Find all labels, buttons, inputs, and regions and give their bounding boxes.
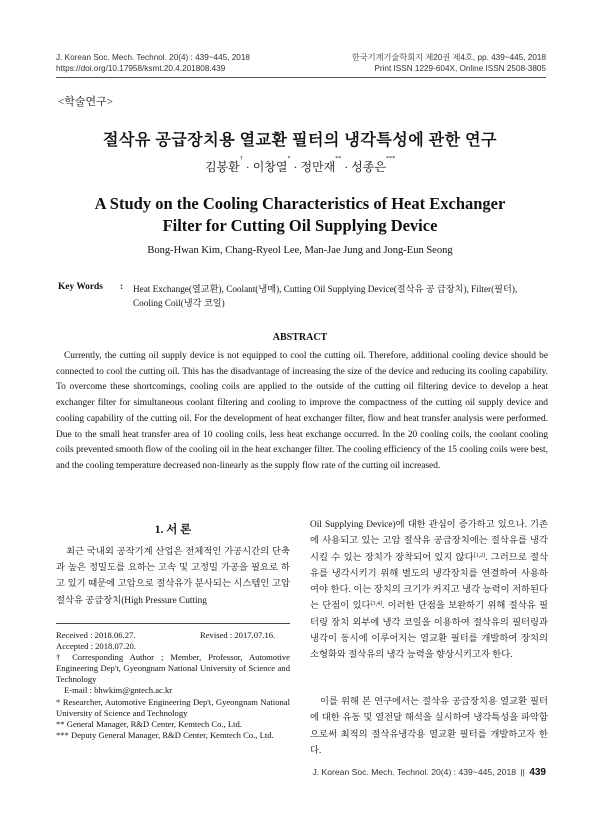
abstract-text: Currently, the cutting oil supply device is not equipped to cool the cutting oil. Therefore, additional cooling device should be connected to cool the cutting oil. This has the disadvantage of increasing the size of the device and reducing its cooling capability. To overcome these shortcomings, cooling coils are applied to the outside of the cutting oil filtering device to develop a heat exchanger filter for simultaneous coolant filtering and cooling to improve the compactness of the cutting oil supply device and cooling capability of the cutting oil. For the development of heat exchanger filter, flow and heat transfer analysis were performed. Due to the small heat transfer area of 10 cooling coils, less heat exchange occurred. In the 20 cooling coils, the coolant cooling coils prevented smooth flow of the cooling oil in the heat exchanger filter. The cooling efficiency of the 15 cooling coils were best, and the cooling temperature decreased non-linearly as the supply flow rate of the cutting oil increased. <box>56 351 548 471</box>
keywords-colon: : <box>120 282 124 292</box>
header-rule <box>56 77 546 78</box>
footnote-affiliation: *** Deputy General Manager, R&D Center, Kemtech Co., Ltd. <box>56 730 274 740</box>
author-separator: · <box>290 160 301 174</box>
keywords-list <box>133 282 553 310</box>
keywords-line: Heat Exchange(열교환), Coolant(냉매), Cutting Oil Supplying Device(절삭유 공 급장치), Filter(필터), <box>133 284 518 294</box>
citation-ref[interactable]: [3,4] <box>370 601 383 608</box>
authors-korean <box>0 158 600 175</box>
paragraph-text: Oil Supplying Device)에 대한 관심이 증가하고 있으나. 기존에 사용되고 있는 고압 절삭유 공급장치에는 절삭유를 냉각시킬 수 있는 장치가 장착되어 있지 않다 <box>310 520 548 563</box>
footer-separator: || <box>520 767 525 777</box>
title-english-line1: A Study on the Cooling Characteristics of Heat Exchanger <box>94 194 506 213</box>
paragraph-text: . 그러므로 절삭유를 냉각시키기 위해 별도의 냉각장치를 연결하여 사용하여야 한다. 이는 장치의 크기가 커지고 냉각 능력이 저하된다는 단점이 있다 <box>310 552 548 612</box>
page-footer <box>312 767 546 778</box>
citation-ref[interactable]: [1,2] <box>473 552 486 559</box>
author-2: 이창열 <box>252 160 288 174</box>
section-paragraph: 최근 국내외 공작기계 산업은 전체적인 가공시간의 단축과 높은 정밀도를 요하는 고속 및 고정밀 가공을 필요로 하고 있기 때문에 고압으로 절삭유가 분사되는 시스템인 고압 절삭유 공급장치(High Pressure Cutting <box>56 547 290 606</box>
paragraph-text: . 이러한 단점을 보완하기 위해 절삭유 필터링 장치 외부에 냉각 코일을 이용하여 절삭유의 필터링과 냉각이 동시에 이루어지는 열교환 필터를 개발하여 장치의 소형화와 절삭유의 냉각 능력을 향상시키고자 한다. <box>310 601 548 661</box>
journal-citation-ko: 한국기계기술학회지 제20권 제4호, pp. 439~445, 2018 <box>351 53 546 62</box>
abstract-heading: ABSTRACT <box>272 332 328 343</box>
author-mark: *** <box>386 156 396 162</box>
journal-citation: J. Korean Soc. Mech. Technol. 20(4) : 439~445, 2018 <box>56 53 250 62</box>
page-number: 439 <box>529 767 546 778</box>
issn-info: Print ISSN 1229-604X, Online ISSN 2508-3805 <box>374 64 546 73</box>
keywords-line: Cooling Coil(냉각 코일) <box>133 298 225 308</box>
author-3: 정만재 <box>300 160 336 174</box>
author-mark: ** <box>335 156 342 162</box>
revised-date: Revised : 2017.07.16. <box>200 630 276 640</box>
authors-english: Bong-Hwan Kim, Chang-Ryeol Lee, Man-Jae Jung and Jong-Eun Seong <box>147 245 453 256</box>
author-separator: · <box>242 160 253 174</box>
title-english-line2: Filter for Cutting Oil Supplying Device <box>162 216 438 235</box>
corresponding-author: † Corresponding Author ; Member, Professor, Automotive Engineering Dep't, Gyeongnam National University of Science and Technology <box>56 652 290 684</box>
author-1: 김봉환 <box>204 160 240 174</box>
footnote-affiliation: ** General Manager, R&D Center, Kemtech Co., Ltd. <box>56 719 242 729</box>
section-paragraph <box>310 517 548 664</box>
article-type: <학술연구> <box>58 96 113 108</box>
accepted-date: Accepted : 2018.07.20. <box>56 641 136 651</box>
section-paragraph: 이를 위해 본 연구에서는 절삭유 공급장치용 열교환 필터에 대한 유동 및 열전달 해석을 실시하여 냉각특성을 파악함으로써 최적의 절삭유냉각용 열교환 필터를 개발하고자 한다. <box>310 697 548 756</box>
author-separator: · <box>341 160 352 174</box>
doi-link[interactable]: https://doi.org/10.17958/ksmt.20.4.201808.439 <box>56 64 226 73</box>
author-email[interactable]: E-mail : bhwkim@gntech.ac.kr <box>64 685 173 695</box>
title-korean: 절삭유 공급장치용 열교환 필터의 냉각특성에 관한 연구 <box>103 132 497 149</box>
section-heading: 1. 서 론 <box>154 524 192 536</box>
keywords-label: Key Words <box>58 282 103 292</box>
author-mark: † <box>239 156 243 162</box>
author-mark: * <box>287 156 291 162</box>
footnote-rule <box>56 623 290 624</box>
received-date: Received : 2018.06.27. <box>56 630 136 640</box>
footer-citation: J. Korean Soc. Mech. Technol. 20(4) : 439~445, 2018 <box>312 767 517 777</box>
footnote-affiliation: * Researcher, Automotive Engineering Dep't, Gyeongnam National University of Science and Technology <box>56 697 290 718</box>
author-4: 성종은 <box>351 160 387 174</box>
